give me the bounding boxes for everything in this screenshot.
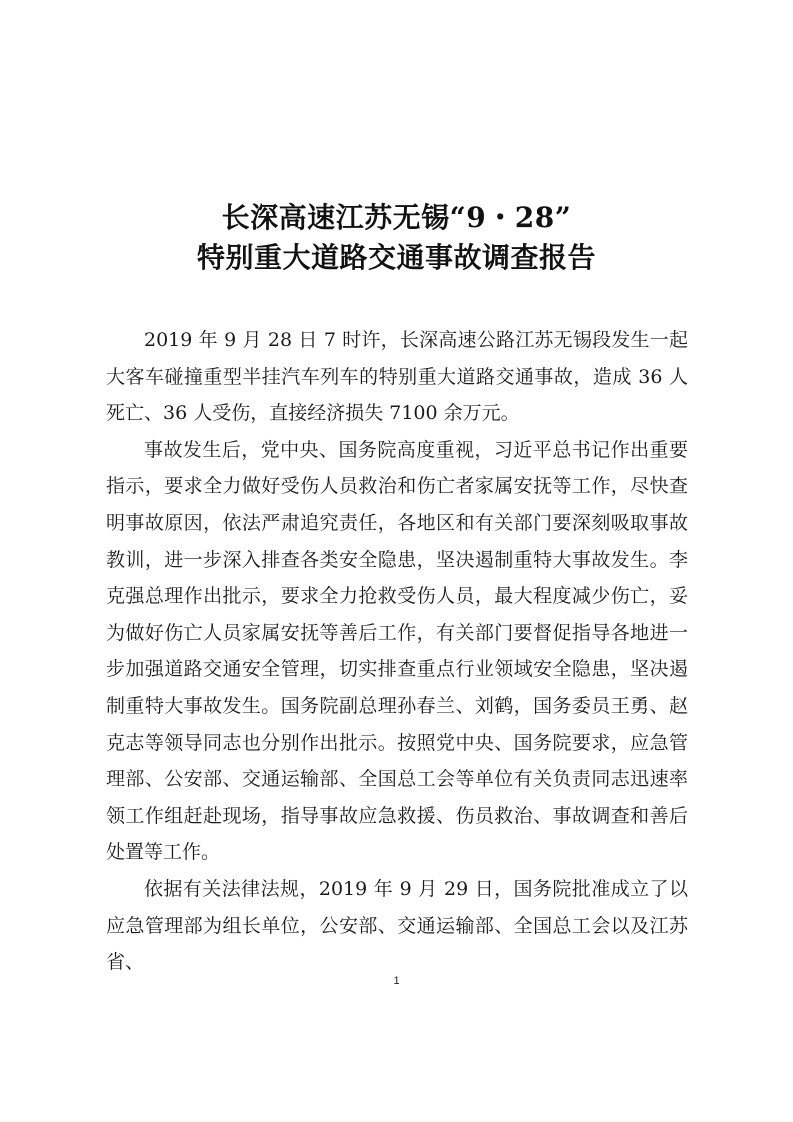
title-line-1: 长深高速江苏无锡“9・28” [221, 201, 572, 234]
title-line-2: 特别重大道路交通事故调查报告 [196, 241, 596, 274]
document-title [0, 198, 793, 278]
page-number: 1 [393, 975, 400, 987]
paragraph-investigation: 依据有关法律法规，2019 年 9 月 29 日，国务院批准成立了以应急管理部为组长单位，公安部、交通运输部、全国总工会以及江苏省、 [106, 877, 688, 974]
paragraph-summary: 2019 年 9 月 28 日 7 时许，长深高速公路江苏无锡段发生一起大客车碰撞重型半挂汽车列车的特别重大道路交通事故，造成 36 人死亡、36 人受伤，直接经济损失 7100 余万元。 [106, 329, 688, 425]
document-body [106, 322, 688, 981]
paragraph-response: 事故发生后，党中央、国务院高度重视，习近平总书记作出重要指示，要求全力做好受伤人员救治和伤亡者家属安抚等工作，尽快查明事故原因，依法严肃追究责任，各地区和有关部门要深刻吸取事故教训，进一步深入排查各类安全隐患，坚决遏制重特大事故发生。李克强总理作出批示，要求全力抢救受伤人员，最大程度减少伤亡，妥为做好伤亡人员家属安抚等善后工作，有关部门要督促指导各地进一步加强道路交通安全管理，切实排查重点行业领域安全隐患，坚决遏制重特大事故发生。国务院副总理孙春兰、刘鹤，国务委员王勇、赵克志等领导同志也分别作出批示。按照党中央、国务院要求，应急管理部、公安部、交通运输部、全国总工会等单位有关负责同志迅速率领工作组赶赴现场，指导事故应急救援、伤员救治、事故调查和善后处置等工作。 [106, 438, 688, 864]
